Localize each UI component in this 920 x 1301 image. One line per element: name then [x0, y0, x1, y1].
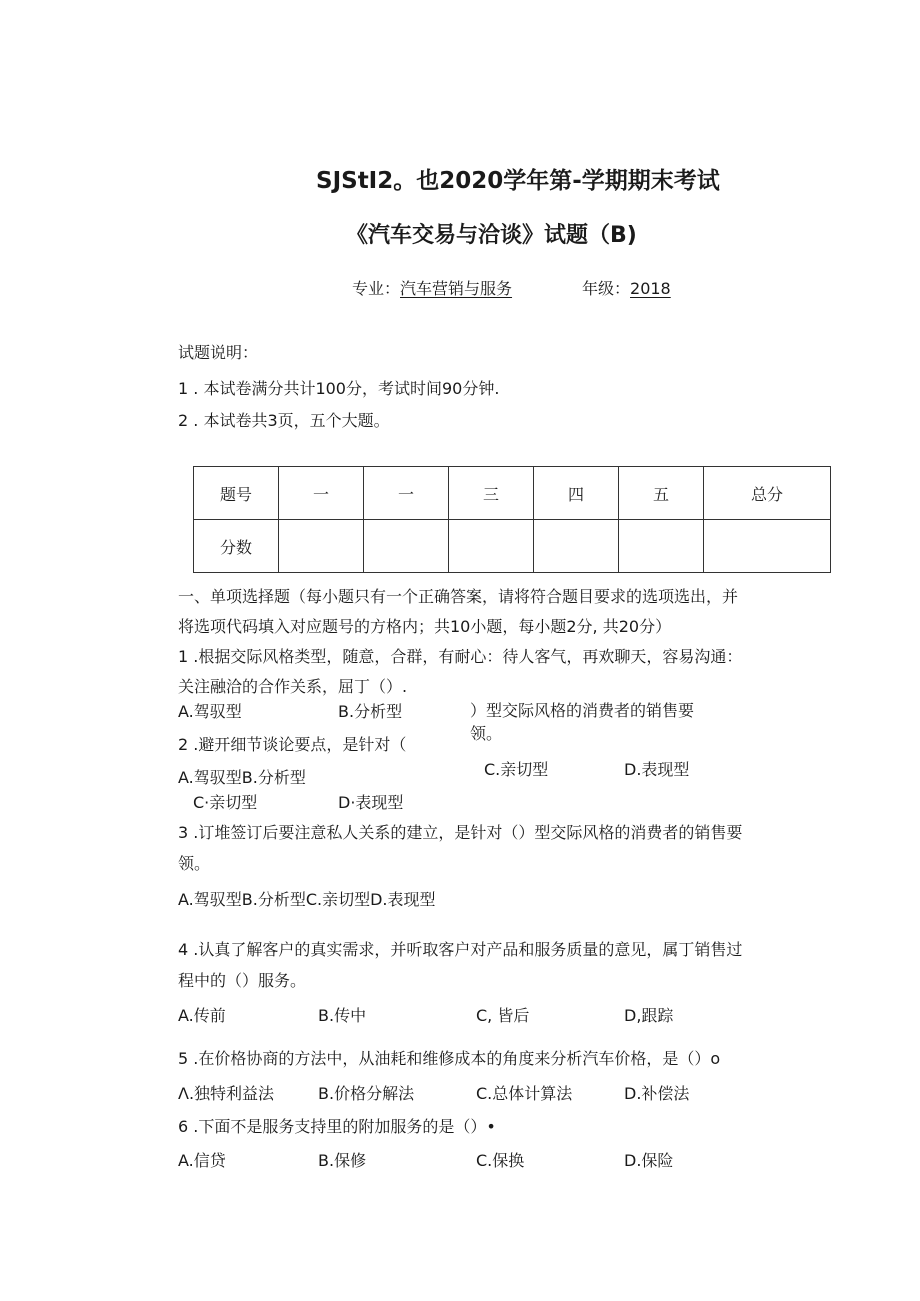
table-cell: 三 — [449, 467, 534, 520]
score-cell[interactable] — [364, 520, 449, 573]
instructions-heading: 试题说明： — [178, 343, 259, 362]
q1-option-b: B.分析型 — [338, 702, 403, 721]
q1-option-a: A.驾驭型 — [178, 702, 242, 721]
q3-options: A.驾驭型B.分析型C.亲切型D.表现型 — [178, 890, 436, 909]
q3-line2: 领。 — [178, 854, 211, 873]
q2-option-c: C·亲切型 — [193, 793, 258, 812]
q4-option-c: C, 皆后 — [476, 1006, 530, 1025]
table-cell: 四 — [534, 467, 619, 520]
q3-line1: 3 .订堆签订后要注意私人关系的建立，是针对（）型交际风格的消费者的销售要 — [178, 823, 743, 842]
q2-option-d: D·表现型 — [338, 793, 404, 812]
q4-line2: 程中的（）服务。 — [178, 971, 307, 990]
q1-line2: 关注融洽的合作关系，屈丁（）. — [178, 677, 408, 696]
q4-option-a: A.传前 — [178, 1006, 226, 1025]
instruction-item: 1 . 本试卷满分共计100分，考试时间90分钟. — [178, 379, 500, 398]
q6-option-d: D.保险 — [624, 1151, 674, 1170]
exam-title-line1: SJStI2。也2020学年第-学期期末考试 — [316, 168, 720, 194]
score-table — [193, 466, 831, 573]
table-cell: 一 — [279, 467, 364, 520]
q6-option-b: B.保修 — [318, 1151, 367, 1170]
grade-field — [582, 276, 671, 299]
q5-option-c: C.总体计算法 — [476, 1084, 573, 1103]
score-cell[interactable] — [279, 520, 364, 573]
grade-value: 2018 — [630, 279, 671, 298]
q6-option-a: A.信贷 — [178, 1151, 226, 1170]
q2-options-ab: A.驾驭型B.分析型 — [178, 768, 306, 787]
section1-line1: 一、单项选择题（每小题只有一个正确答案，请将符合题目要求的选项选出，并 — [178, 587, 739, 606]
major-label: 专业： — [352, 279, 401, 298]
table-cell: 题号 — [194, 467, 279, 520]
q6-option-c: C.保换 — [476, 1151, 525, 1170]
score-cell[interactable] — [619, 520, 704, 573]
q5-option-d: D.补偿法 — [624, 1084, 690, 1103]
q2-stem-tail2: 领。 — [470, 724, 503, 743]
major-field — [352, 276, 512, 299]
table-cell: 总分 — [704, 467, 831, 520]
q1-line1: 1 .根据交际风格类型，随意，合群，有耐心：待人客气，再欢聊天，容易沟通： — [178, 647, 743, 666]
q2-stem: 2 .避开细节谈论要点，是针对（ — [178, 735, 407, 754]
section1-line2: 将选项代码填入对应题号的方格内；共10小题，每小题2分, 共20分） — [178, 617, 672, 636]
major-value: 汽车营销与服务 — [400, 279, 513, 298]
q5-stem: 5 .在价格协商的方法中，从油耗和维修成本的角度来分析汽车价格，是（）o — [178, 1049, 721, 1068]
score-cell[interactable] — [534, 520, 619, 573]
q1-option-d: D.表现型 — [624, 760, 690, 779]
q4-option-d: D,跟踪 — [624, 1006, 674, 1025]
q1-option-c: C.亲切型 — [484, 760, 549, 779]
q5-option-b: B.价格分解法 — [318, 1084, 415, 1103]
q2-stem-tail1: ）型交际风格的消费者的销售要 — [470, 701, 695, 720]
q6-stem: 6 .下面不是服务支持里的附加服务的是（）• — [178, 1117, 496, 1136]
q5-option-a: Λ.独特利益法 — [178, 1084, 275, 1103]
table-cell: 分数 — [194, 520, 279, 573]
score-cell[interactable] — [449, 520, 534, 573]
score-table-score-row — [194, 520, 831, 573]
q4-line1: 4 .认真了解客户的真实需求，并听取客户对产品和服务质量的意见，属丁销售过 — [178, 940, 743, 959]
score-table-header-row — [194, 467, 831, 520]
q4-option-b: B.传中 — [318, 1006, 367, 1025]
score-cell[interactable] — [704, 520, 831, 573]
table-cell: 五 — [619, 467, 704, 520]
table-cell: 一 — [364, 467, 449, 520]
instruction-item: 2 . 本试卷共3页，五个大题。 — [178, 411, 390, 430]
grade-label: 年级： — [582, 279, 631, 298]
exam-title-line2: 《汽车交易与洽谈》试题（B) — [346, 223, 637, 248]
